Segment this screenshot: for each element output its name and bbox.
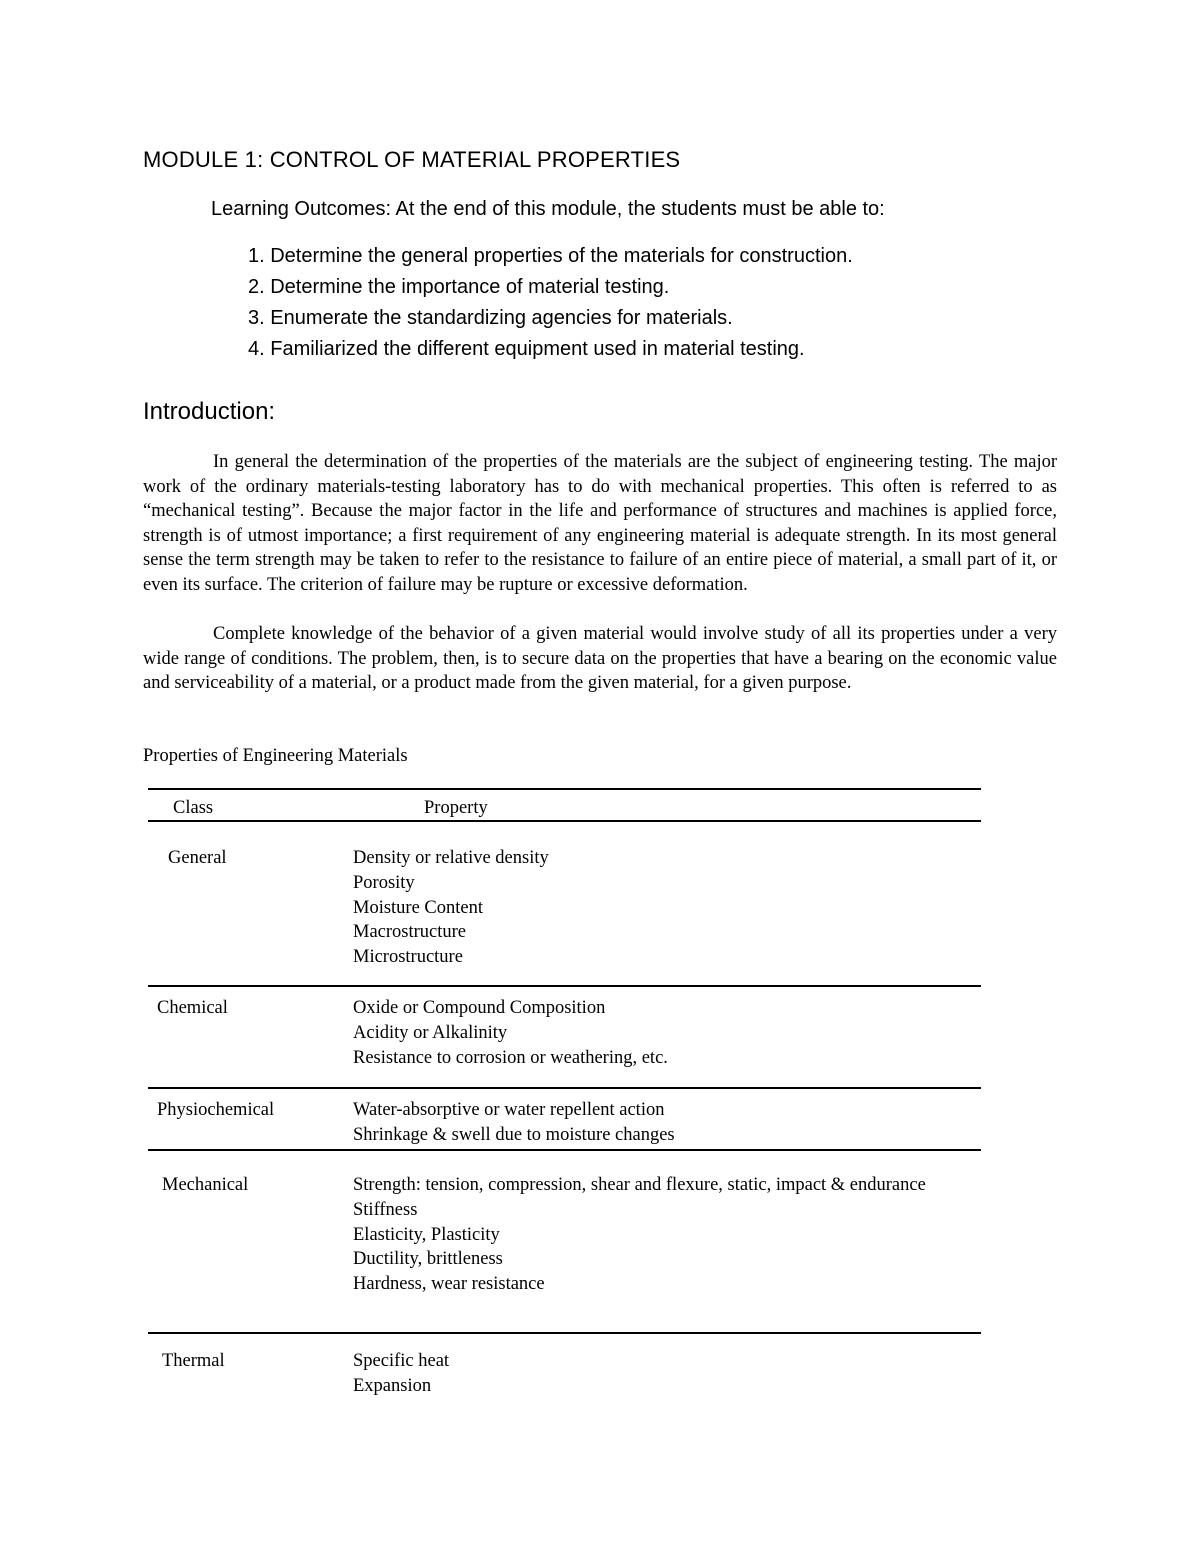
learning-outcomes-intro: Learning Outcomes: At the end of this module, the students must be able to: [211, 198, 885, 220]
table-header-class: Class [173, 798, 214, 818]
learning-outcome-item: 4. Familiarized the different equipment used in material testing. [248, 338, 805, 360]
table-class-cell: Physiochemical [157, 1100, 275, 1120]
property-item: Porosity [353, 872, 415, 893]
table-top-rule [148, 788, 981, 790]
table-class-cell: Chemical [157, 998, 228, 1018]
property-item: Acidity or Alkalinity [353, 1022, 508, 1043]
table-header-rule [148, 820, 981, 822]
introduction-paragraph: In general the determination of the properties of the materials are the subject of engineering testing. The major work of the ordinary materials-testing laboratory has to do with mechanical properties. This often is referred to as “mechanical testing”. Because the major factor in the life and performance of structures and machines is applied force, strength is of utmost importance; a first requirement of any engineering material is adequate strength. In its most general sense the term strength may be taken to refer to the resistance to failure of an entire piece of material, a small part of it, or even its surface. The criterion of failure may be rupture or excessive deformation. [143, 452, 1057, 595]
property-item: Stiffness [353, 1199, 418, 1220]
property-item: Oxide or Compound Composition [353, 998, 606, 1018]
property-item: Expansion [353, 1375, 432, 1396]
table-property-cell [353, 846, 953, 970]
property-item: Moisture Content [353, 897, 484, 918]
learning-outcome-item: 2. Determine the importance of material testing. [248, 276, 670, 298]
introduction-paragraph: Complete knowledge of the behavior of a given material would involve study of all its properties under a very wide range of conditions. The problem, then, is to secure data on the properties that have a bearing on the economic value and serviceability of a material, or a product made from the given material, for a given purpose. [143, 624, 1057, 694]
module-title: MODULE 1: CONTROL OF MATERIAL PROPERTIES [143, 147, 681, 172]
table-class-cell: Thermal [162, 1351, 225, 1371]
table-property-cell [353, 1098, 953, 1148]
table-row-divider [148, 1087, 981, 1089]
property-item: Macrostructure [353, 922, 467, 943]
table-header-property: Property [424, 798, 488, 818]
property-item: Elasticity, Plasticity [353, 1224, 500, 1245]
property-item: Shrinkage & swell due to moisture changes [353, 1124, 675, 1145]
table-class-cell: General [168, 848, 227, 868]
property-item: Hardness, wear resistance [353, 1274, 545, 1295]
learning-outcomes-list [248, 243, 853, 367]
property-item: Ductility, brittleness [353, 1249, 503, 1270]
table-row-divider [148, 1149, 981, 1151]
table-class-cell: Mechanical [162, 1175, 249, 1195]
learning-outcome-item: 3. Enumerate the standardizing agencies for materials. [248, 307, 733, 329]
property-item: Microstructure [353, 947, 463, 968]
property-item: Resistance to corrosion or weathering, etc. [353, 1047, 668, 1068]
property-item: Specific heat [353, 1351, 450, 1371]
table-property-cell [353, 1173, 953, 1297]
table-property-cell [353, 1349, 953, 1399]
table-row-divider [148, 1332, 981, 1334]
property-item: Density or relative density [353, 848, 549, 868]
property-item: Strength: tension, compression, shear and flexure, static, impact & endurance [353, 1175, 926, 1195]
property-item: Water-absorptive or water repellent action [353, 1100, 665, 1120]
table-row-divider [148, 985, 981, 987]
table-caption: Properties of Engineering Materials [143, 746, 408, 766]
introduction-heading: Introduction: [143, 398, 276, 425]
learning-outcome-item: 1. Determine the general properties of the materials for construction. [248, 245, 853, 267]
table-property-cell [353, 996, 953, 1070]
